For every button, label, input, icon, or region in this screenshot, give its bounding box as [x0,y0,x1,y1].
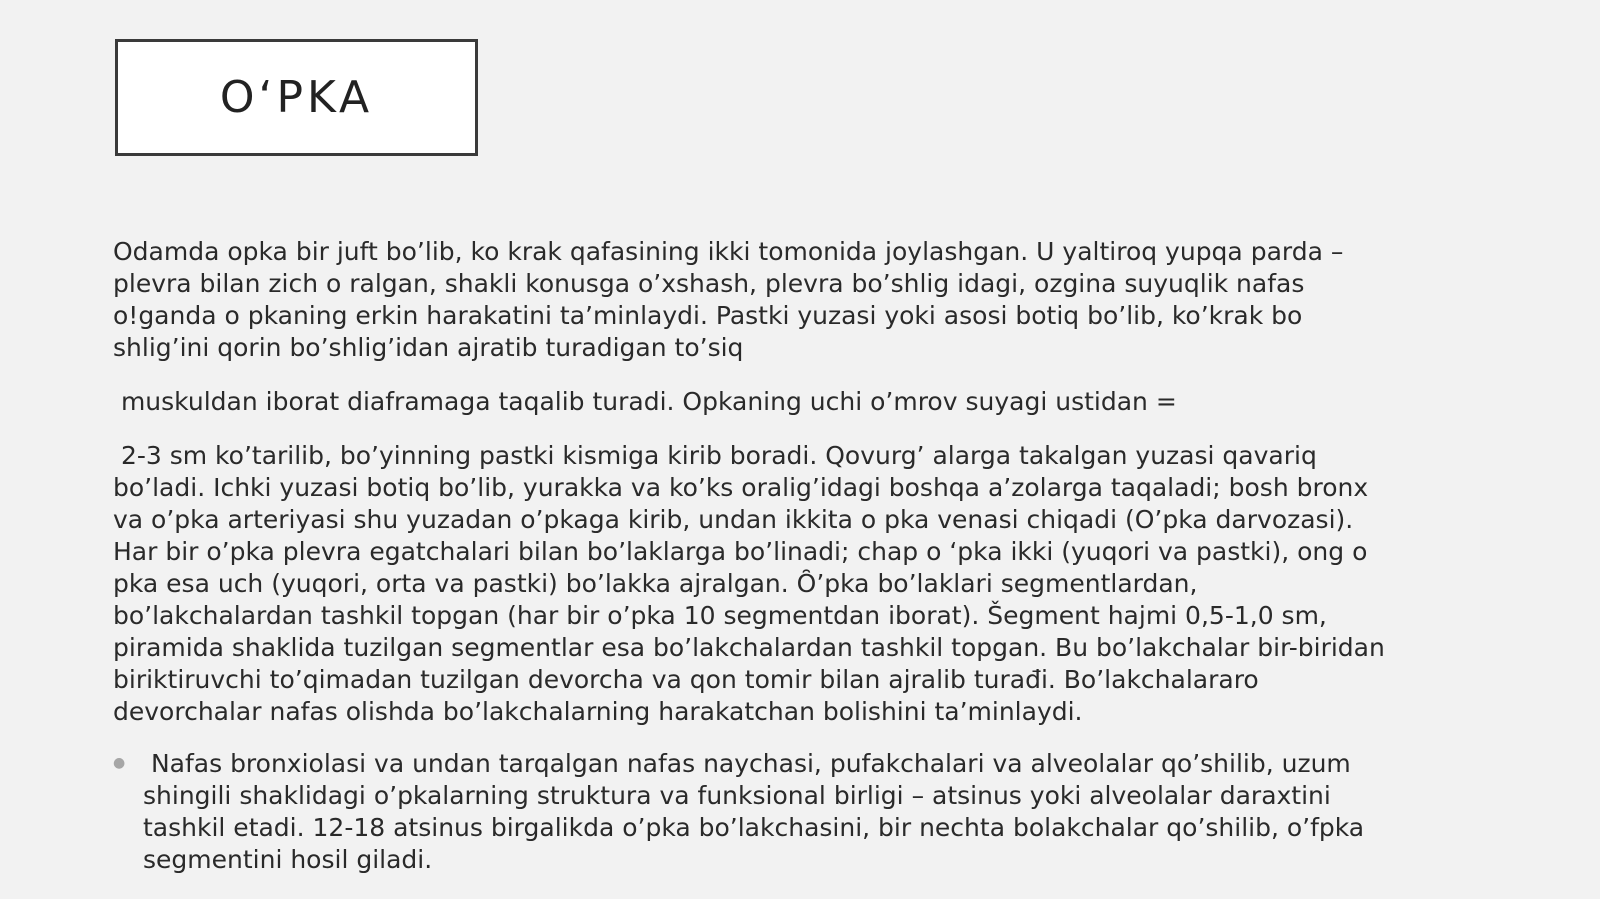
paragraph-3: 2-3 sm ko’tarilib, bo’yinning pastki kismiga kirib boradi. Qovurg’ alarga takalgan yuzasi qavariq bo’ladi. Ichki yuzasi botiq bo’lib, yurakka va ko’ks oralig’idagi boshqa a’zolarga taqaladi; bosh bronx va o’pka arteriyasi shu yuzadan o’pkaga kirib, undan ikkita o pka venasi chiqadi (O’pka darvozasi). Har bir o’pka plevra egatchalari bilan bo’laklarga bo’linadi; chap o ‘pka ikki (yuqori va pastki), ong o pka esa uch (yuqori, orta va pastki) bo’lakka ajralgan. Ȏ’pka bo’laklari segmentlardan, bo’lakchalardan tashkil topgan (har bir o’pka 10 segmentdan iborat). Šegment hajmi 0,5-1,0 sm, piramida shaklida tuzilgan segmentlar esa bo’lakchalardan tashkil topgan. Bu bo’lakchalar bir-biridan biriktiruvchi to’qimadan tuzilgan devorcha va qon tomir bilan ajralib turađi. Bo’lakchalararo devorchalar nafas olishda bo’lakchalarning harakatchan bolishini ta’minlaydi. [113,441,1393,726]
slide-title: O‘PKA [219,72,374,123]
body-text [113,236,1413,876]
paragraph-2: muskuldan iborat diaframaga taqalib turadi. Opkaning uchi o’mrov suyagi ustidan = [113,387,1177,416]
bullet-dot-icon: ● [113,755,126,771]
paragraph-1: Odamda opka bir juft bo’lib, ko krak qafasining ikki tomonida joylashgan. U yaltiroq yupqa parda – plevra bilan zich o ralgan, shakli konusga o’xshash, plevra bo’shlig idagi, ozgina suyuqlik nafas o!ganda o pkaning erkin harakatini ta’minlaydi. Pastki yuzasi yoki asosi botiq bo’lib, ko’krak bo shlig’ini qorin bo’shlig’idan ajratib turadigan to’siq [113,237,1352,362]
bullet-item [113,748,1383,876]
title-box [115,39,478,156]
bullet-text: Nafas bronxiolasi va undan tarqalgan nafas naychasi, pufakchalari va alveolalar qo’shilib, uzum shingili shaklidagi o’pkalarning struktura va funksional birligi – atsinus yoki alveolalar daraxtini tashkil etadi. 12-18 atsinus birgalikda o’pka bo’lakchasini, bir nechta bolakchalar qo’shilib, o’fpka segmentini hosil giladi. [143,749,1373,874]
